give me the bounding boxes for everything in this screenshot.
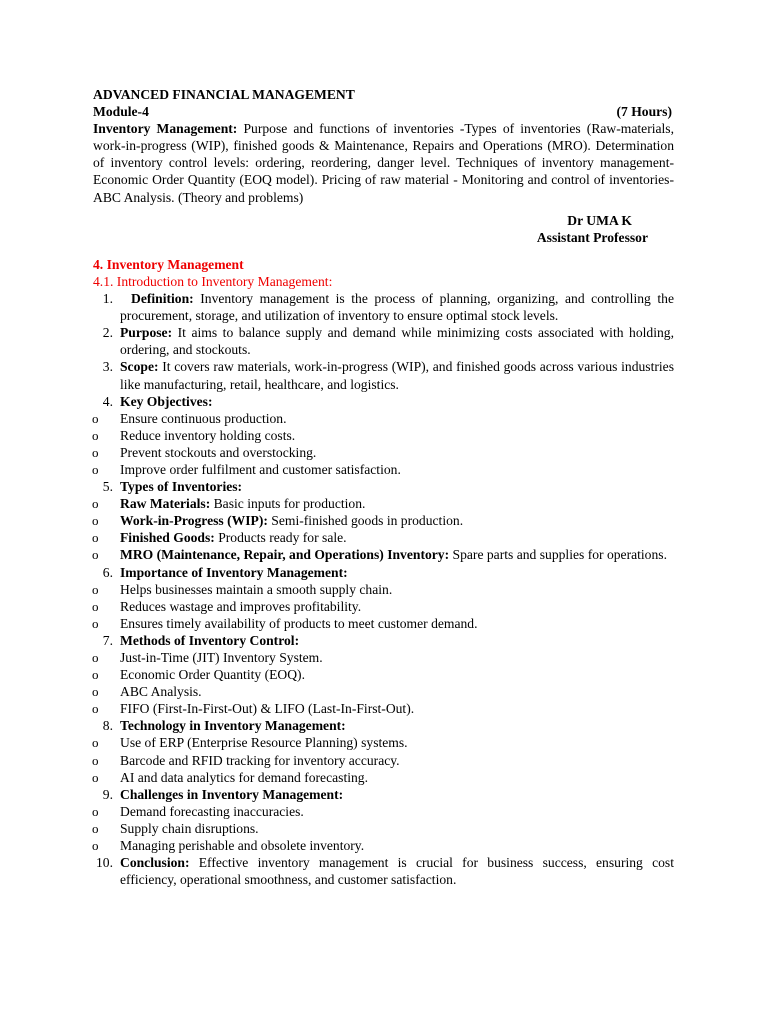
- list-item-body: Helps businesses maintain a smooth supply chain.: [120, 581, 393, 597]
- list-marker: 6.: [102, 564, 113, 580]
- list-item-text: [120, 735, 408, 750]
- list-item-label: Challenges in Inventory Management:: [120, 786, 344, 802]
- list-item-text: [120, 650, 323, 665]
- list-item-text: [120, 582, 392, 597]
- list-marker: o: [92, 513, 99, 529]
- bullet-item: [93, 649, 674, 666]
- numbered-item: [93, 786, 674, 803]
- list-marker: 3.: [102, 359, 113, 375]
- module-hours: (7 Hours): [616, 104, 672, 120]
- list-item-body: ABC Analysis.: [120, 684, 202, 700]
- list-marker: 1.: [102, 291, 113, 307]
- list-item-body: Just-in-Time (JIT) Inventory System.: [120, 650, 323, 665]
- syllabus-label: Inventory Management:: [93, 121, 238, 137]
- list-item-text: [120, 684, 202, 699]
- list-item-text: [120, 394, 212, 409]
- module-label: Module-4: [93, 104, 149, 120]
- list-marker: 8.: [102, 718, 113, 734]
- list-item-label: MRO (Maintenance, Repair, and Operations) Inventory:: [120, 547, 450, 563]
- list-item-body: Reduces wastage and improves profitability.: [120, 598, 362, 614]
- list-item-text: [120, 599, 361, 614]
- list-item-body: It covers raw materials, work-in-progress (WIP), and finished goods across various industries like manufacturing, retail, healthcare, and logistics.: [120, 359, 674, 392]
- list-item-text: [120, 855, 674, 887]
- list-marker: o: [92, 820, 99, 836]
- list-item-body: Products ready for sale.: [214, 530, 347, 546]
- bullet-item: [93, 734, 674, 751]
- bullet-item: [93, 529, 674, 546]
- syllabus-paragraph: [93, 120, 674, 205]
- list-item-text: [120, 787, 343, 802]
- bullet-item: [93, 666, 674, 683]
- list-item-text: [120, 701, 414, 716]
- list-item-label: Purpose:: [120, 325, 173, 341]
- section-heading: 4. Inventory Management: [93, 256, 244, 272]
- bullet-item: [93, 752, 674, 769]
- list-marker: o: [92, 667, 99, 683]
- list-item-text: [120, 633, 299, 648]
- list-item-text: [120, 496, 365, 511]
- list-item-label: Work-in-Progress (WIP):: [120, 513, 268, 529]
- list-item-label: Finished Goods:: [120, 530, 215, 546]
- bullet-item: [93, 803, 674, 820]
- bullet-item: [93, 598, 674, 615]
- list-marker: o: [92, 461, 99, 477]
- list-item-text: [120, 616, 478, 631]
- list-item-text: [120, 565, 348, 580]
- list-marker: o: [92, 735, 99, 751]
- numbered-item: [93, 358, 674, 392]
- list-marker: o: [92, 684, 99, 700]
- numbered-item: [93, 478, 674, 495]
- list-item-label: Methods of Inventory Control:: [120, 632, 300, 648]
- bullet-item: [93, 769, 674, 786]
- list-item-text: [120, 530, 347, 545]
- list-marker: o: [92, 496, 99, 512]
- list-item-body: Use of ERP (Enterprise Resource Planning) systems.: [120, 735, 408, 751]
- bullet-item: [93, 427, 674, 444]
- list-item-body: It aims to balance supply and demand while minimizing costs associated with holding, ordering, and stockouts.: [120, 325, 674, 358]
- list-item-body: Economic Order Quantity (EOQ).: [120, 667, 305, 683]
- bullet-item: [93, 495, 674, 512]
- module-row: [93, 103, 674, 120]
- numbered-item: [93, 717, 674, 734]
- bullet-item: [93, 581, 674, 598]
- bullet-item: [93, 410, 674, 427]
- list-marker: o: [92, 769, 99, 785]
- bullet-item: [93, 615, 674, 632]
- bullet-item: [93, 837, 674, 854]
- list-marker: 9.: [102, 786, 113, 802]
- numbered-item: [93, 324, 674, 358]
- list-item-text: [120, 445, 316, 460]
- list-marker: o: [92, 410, 99, 426]
- list-item-body: Basic inputs for production.: [210, 496, 366, 512]
- list-item-text: [120, 325, 674, 357]
- bullet-item: [93, 683, 674, 700]
- author-block: [93, 212, 674, 246]
- numbered-item: [93, 393, 674, 410]
- list-item-body: Demand forecasting inaccuracies.: [120, 803, 304, 819]
- list-item-label: Raw Materials:: [120, 496, 211, 512]
- bullet-item: [93, 512, 674, 529]
- list-item-label: Conclusion:: [120, 855, 190, 871]
- list-item-text: [120, 359, 674, 391]
- list-item-text: [120, 462, 401, 477]
- list-item-text: [120, 411, 287, 426]
- list-item-text: [120, 479, 242, 494]
- bullet-item: [93, 820, 674, 837]
- list-item-text: [120, 547, 667, 562]
- list-marker: o: [92, 838, 99, 854]
- list-item-text: [120, 753, 400, 768]
- section-subheading: 4.1. Introduction to Inventory Management:: [93, 273, 333, 289]
- bullet-item: [93, 546, 674, 563]
- list-item-body: AI and data analytics for demand forecasting.: [120, 769, 368, 785]
- bullet-item: [93, 700, 674, 717]
- author-title: Assistant Professor: [536, 229, 648, 245]
- list-marker: o: [92, 598, 99, 614]
- list-item-text: [120, 718, 346, 733]
- list-item-body: Reduce inventory holding costs.: [120, 427, 296, 443]
- list-marker: o: [92, 547, 99, 563]
- list-marker: 7.: [102, 632, 113, 648]
- list-item-body: FIFO (First-In-First-Out) & LIFO (Last-In-First-Out).: [120, 701, 415, 717]
- list-item-label: Types of Inventories:: [120, 479, 243, 495]
- list-item-body: Semi-finished goods in production.: [267, 513, 464, 529]
- inventory-list: [93, 290, 674, 888]
- list-item-text: [120, 821, 259, 836]
- list-item-text: [120, 838, 364, 853]
- list-item-body: Managing perishable and obsolete inventory.: [120, 838, 365, 854]
- list-item-label: Scope:: [120, 359, 159, 375]
- list-item-body: Supply chain disruptions.: [120, 820, 259, 836]
- list-marker: o: [92, 427, 99, 443]
- list-item-body: Ensures timely availability of products to meet customer demand.: [120, 615, 478, 631]
- list-item-text: [120, 513, 463, 528]
- numbered-item: [93, 564, 674, 581]
- bullet-item: [93, 444, 674, 461]
- list-item-text: [120, 667, 305, 682]
- list-marker: o: [92, 530, 99, 546]
- numbered-item: [93, 854, 674, 888]
- list-item-body: Effective inventory management is crucial for business success, ensuring cost efficiency, operational smoothness, and customer satisfaction.: [120, 855, 674, 888]
- list-marker: o: [92, 444, 99, 460]
- list-item-body: Ensure continuous production.: [120, 410, 287, 426]
- list-marker: 5.: [102, 479, 113, 495]
- list-marker: o: [92, 752, 99, 768]
- list-item-text: [120, 291, 674, 323]
- course-title: ADVANCED FINANCIAL MANAGEMENT: [93, 87, 355, 102]
- document-page: [93, 86, 674, 888]
- list-marker: o: [92, 581, 99, 597]
- list-item-text: [120, 804, 304, 819]
- numbered-item: [93, 632, 674, 649]
- bullet-item: [93, 461, 674, 478]
- numbered-item: [93, 290, 674, 324]
- list-item-text: [120, 770, 368, 785]
- list-marker: o: [92, 650, 99, 665]
- list-item-body: Barcode and RFID tracking for inventory accuracy.: [120, 752, 400, 768]
- list-item-body: Prevent stockouts and overstocking.: [120, 444, 317, 460]
- list-item-label: Importance of Inventory Management:: [120, 564, 348, 580]
- list-item-text: [120, 428, 295, 443]
- list-marker: o: [92, 615, 99, 631]
- list-item-body: Spare parts and supplies for operations.: [449, 547, 667, 563]
- list-marker: 2.: [102, 325, 113, 341]
- author-name: Dr UMA K: [567, 212, 632, 228]
- list-marker: o: [92, 701, 99, 717]
- list-marker: o: [92, 803, 99, 819]
- list-marker: 4.: [102, 393, 113, 409]
- list-item-label: Technology in Inventory Management:: [120, 718, 346, 734]
- list-item-label: Key Objectives:: [120, 393, 213, 409]
- list-item-body: Improve order fulfilment and customer satisfaction.: [120, 461, 401, 477]
- list-item-body: Inventory management is the process of planning, organizing, and controlling the procurement, storage, and utilization of inventory to ensure optimal stock levels.: [120, 291, 674, 324]
- list-marker: 10.: [96, 855, 113, 871]
- syllabus-text: Purpose and functions of inventories -Types of inventories (Raw-materials, work-in-progress (WIP), finished goods & Maintenance, Repairs and Operations (MRO). Determination of inventory control levels: ordering, reordering, danger level. Techniques of inventory management- Economic Order Quantity (EOQ model). Pricing of raw material - Monitoring and control of inventories- ABC Analysis. (Theory and problems): [93, 121, 674, 205]
- list-item-label: Definition:: [131, 291, 194, 307]
